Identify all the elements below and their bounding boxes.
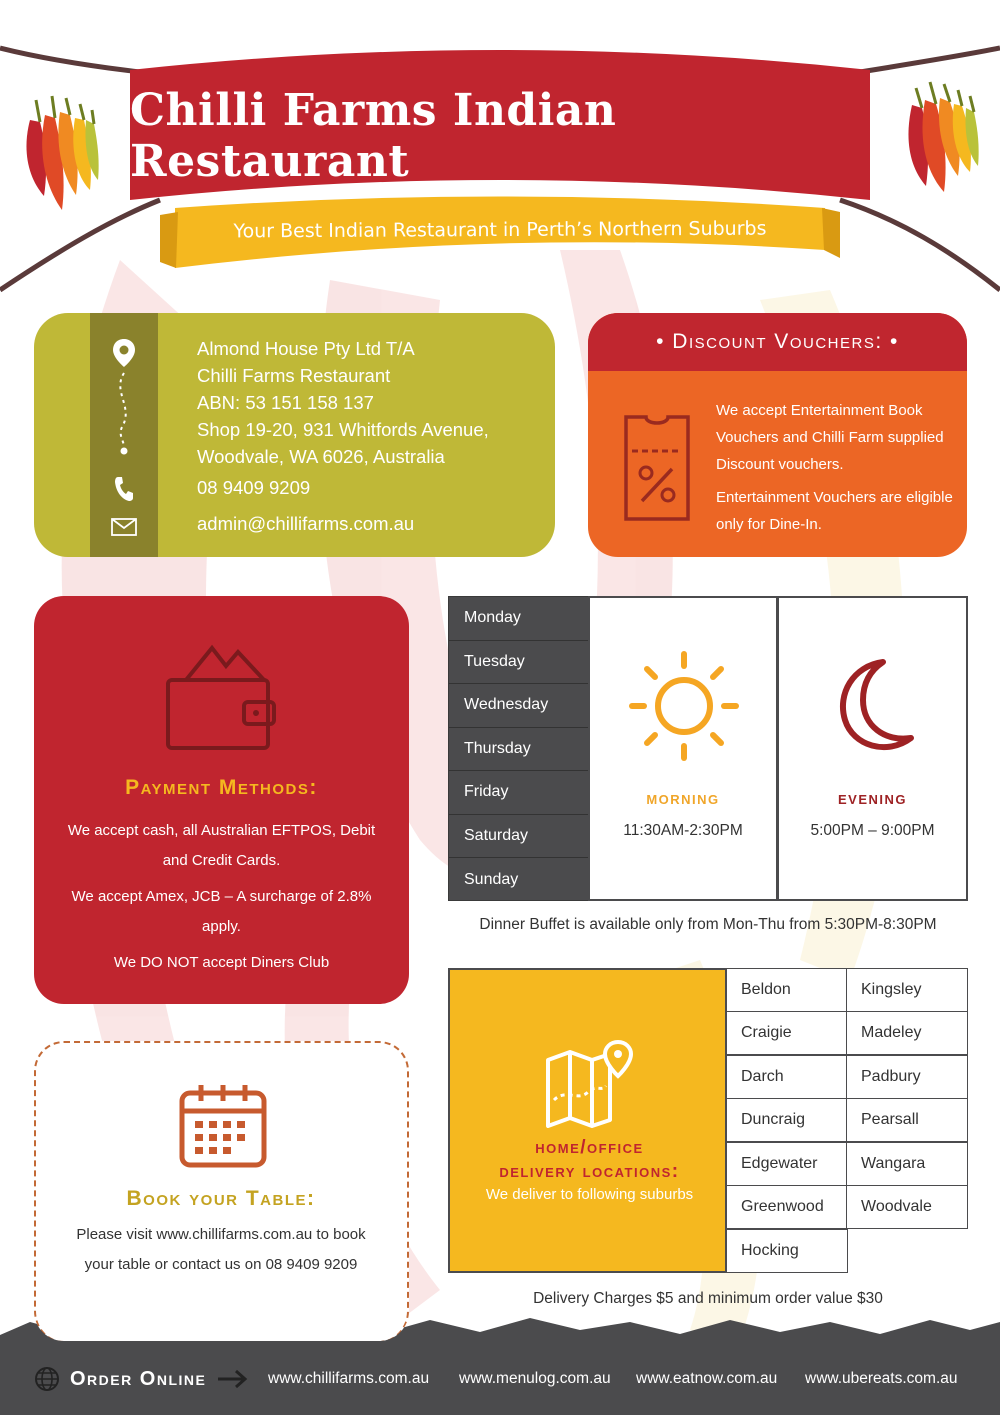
- day-label: Wednesday: [449, 684, 588, 728]
- contact-address: [197, 335, 547, 470]
- delivery-title-line-1: home/office: [535, 1137, 644, 1158]
- contact-card: [34, 313, 555, 557]
- sun-icon: [626, 648, 742, 764]
- payment-title: Payment Methods:: [125, 776, 318, 799]
- delivery-subtitle: We deliver to following suburbs: [485, 1186, 694, 1203]
- suburb-cell: Woodvale: [846, 1185, 968, 1229]
- delivery-title: [450, 1136, 729, 1184]
- morning-time: 11:30AM-2:30PM: [623, 822, 743, 839]
- payment-text-3: We DO NOT accept Diners Club: [113, 954, 330, 971]
- restaurant-title: Chilli Farms Indian Restaurant: [130, 85, 617, 187]
- footer-link-eatnow[interactable]: www.eatnow.com.au: [636, 1370, 778, 1387]
- contact-line: Chilli Farms Restaurant: [197, 365, 391, 386]
- days-column: [448, 596, 589, 901]
- suburb-cell: Pearsall: [846, 1098, 968, 1142]
- globe-icon: [34, 1366, 60, 1392]
- footer-link-menulog[interactable]: www.menulog.com.au: [459, 1370, 611, 1387]
- day-label: Sunday: [464, 870, 519, 888]
- voucher-icon: [622, 413, 692, 523]
- morning-label: morning: [646, 788, 720, 809]
- contact-line: Almond House Pty Ltd T/A: [197, 338, 415, 359]
- footer-link-ubereats[interactable]: www.ubereats.com.au: [805, 1370, 958, 1387]
- suburb-cell: Madeley: [846, 1011, 968, 1055]
- suburb-cell: Hocking: [726, 1229, 848, 1273]
- evening-label: evening: [837, 788, 907, 809]
- map-icon: [544, 1040, 636, 1128]
- envelope-icon: [111, 518, 137, 536]
- evening-time: 5:00PM – 9:00PM: [810, 822, 935, 839]
- delivery-box: [448, 968, 727, 1273]
- payment-card: [34, 596, 409, 1004]
- discount-card: [588, 313, 967, 557]
- suburb-cell: Craigie: [726, 1011, 848, 1055]
- suburb-cell: Darch: [726, 1055, 848, 1099]
- delivery-note: Delivery Charges $5 and minimum order value $30: [533, 1290, 883, 1307]
- contact-email[interactable]: admin@chillifarms.com.au: [197, 513, 415, 534]
- moon-icon: [815, 648, 931, 764]
- day-label: Saturday: [449, 815, 588, 859]
- delivery-title-line-2: delivery locations:: [499, 1161, 680, 1182]
- suburb-cell: Padbury: [846, 1055, 968, 1099]
- suburb-cell: Edgewater: [726, 1142, 848, 1186]
- evening-hours: [777, 596, 968, 901]
- calendar-icon: [179, 1083, 267, 1169]
- discount-text-2: Entertainment Vouchers are eligible only for Dine-In.: [716, 489, 953, 533]
- suburb-cell: Wangara: [846, 1142, 968, 1186]
- discount-title: • Discount Vouchers: •: [588, 313, 967, 371]
- morning-hours: [588, 596, 778, 901]
- arrow-right-icon: [216, 1369, 248, 1389]
- footer-link-chillifarms[interactable]: www.chillifarms.com.au: [268, 1370, 430, 1387]
- day-label: Friday: [449, 771, 588, 815]
- order-online: [34, 1366, 248, 1392]
- contact-line: Woodvale, WA 6026, Australia: [197, 446, 445, 467]
- payment-text-2: We accept Amex, JCB – A surcharge of 2.8% apply.: [71, 888, 372, 935]
- contact-line: Shop 19-20, 931 Whitfords Avenue,: [197, 419, 489, 440]
- payment-text-1: We accept cash, all Australian EFTPOS, Debit and Credit Cards.: [67, 822, 376, 869]
- day-label: Tuesday: [449, 641, 588, 685]
- discount-text-1: We accept Entertainment Book Vouchers and Chilli Farm supplied Discount vouchers.: [716, 402, 944, 473]
- day-label: Monday: [449, 597, 588, 641]
- order-online-label: Order Online: [70, 1367, 207, 1390]
- book-table-card: [34, 1041, 409, 1341]
- suburb-cell: Kingsley: [846, 968, 968, 1012]
- contact-line: ABN: 53 151 158 137: [197, 392, 374, 413]
- phone-icon: [114, 476, 134, 502]
- suburb-cell: Greenwood: [726, 1185, 848, 1229]
- buffet-note: Dinner Buffet is available only from Mon-Thu from 5:30PM-8:30PM: [479, 916, 937, 933]
- location-pin-icon: [112, 337, 136, 457]
- contact-phone[interactable]: 08 9409 9209: [197, 477, 311, 498]
- discount-text: [716, 397, 956, 538]
- book-table-title: Book your Table:: [126, 1187, 316, 1210]
- suburb-cell: Duncraig: [726, 1098, 848, 1142]
- tagline: Your Best Indian Restaurant in Perth’s Northern Suburbs: [233, 217, 767, 243]
- wallet-icon: [164, 640, 279, 752]
- book-table-text: Please visit www.chillifarms.com.au to book your table or contact us on 08 9409 9209: [76, 1226, 366, 1273]
- payment-text: [64, 816, 379, 978]
- day-label: Thursday: [449, 728, 588, 772]
- suburb-cell: Beldon: [726, 968, 848, 1012]
